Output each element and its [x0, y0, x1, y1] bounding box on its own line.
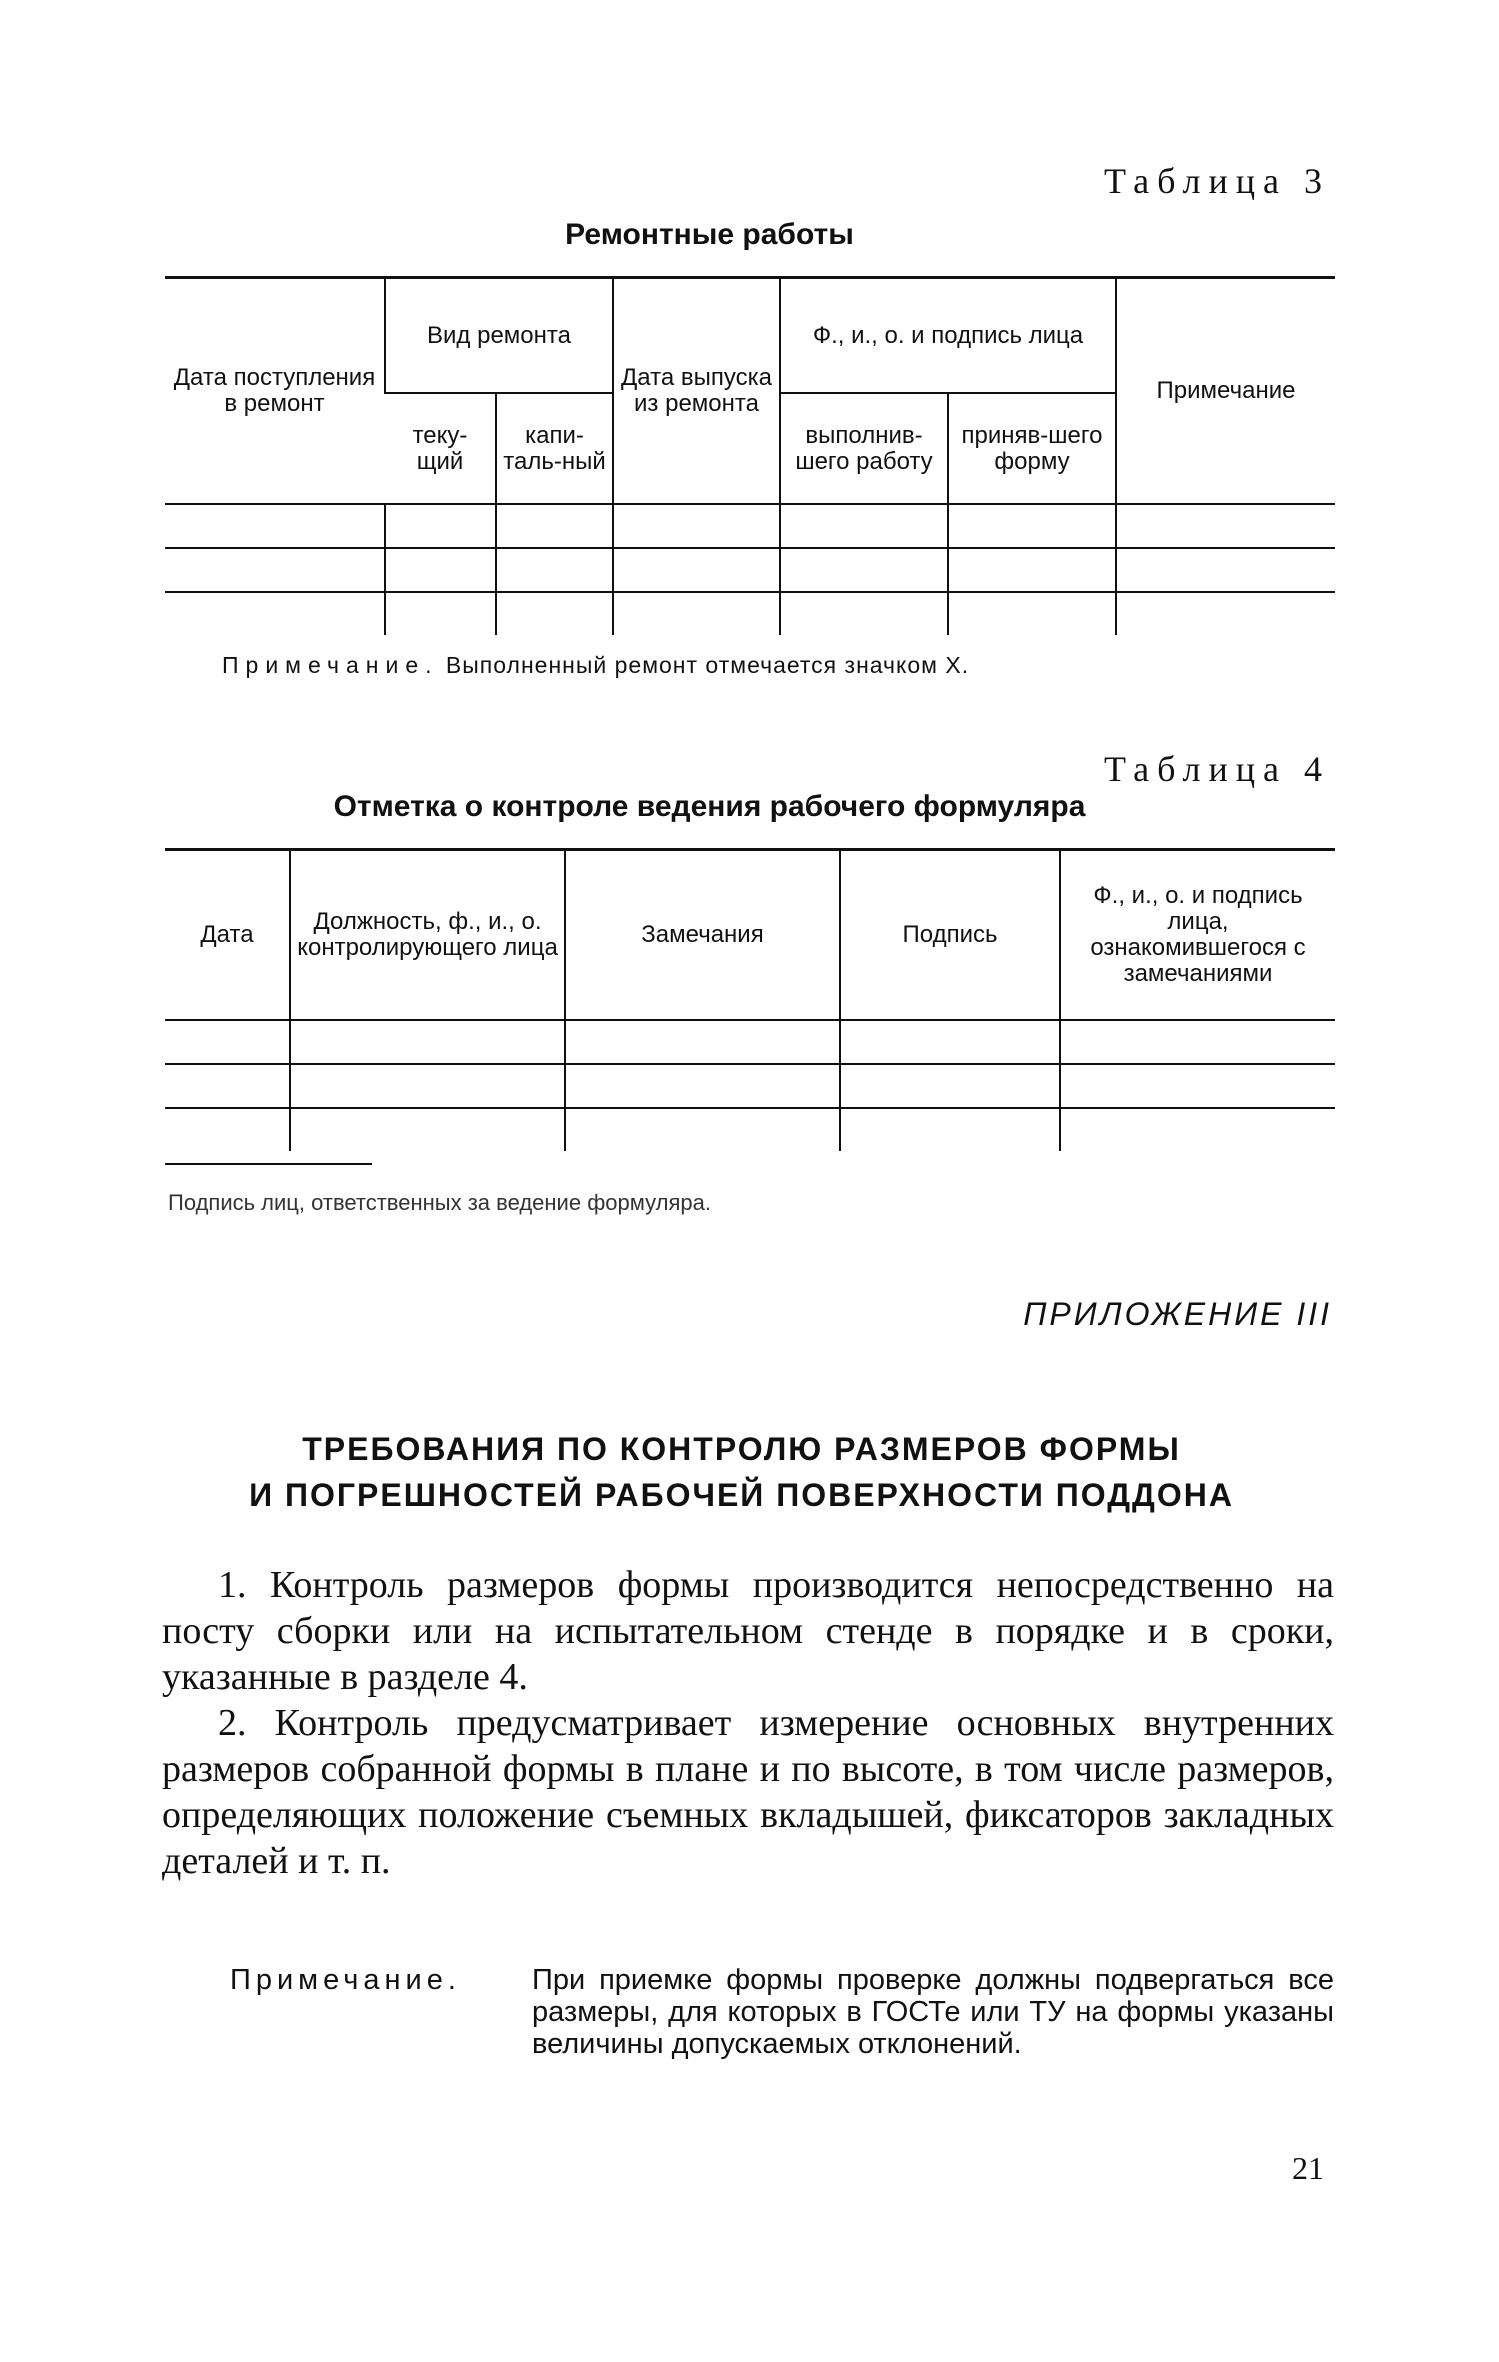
table3-note: [222, 652, 969, 679]
appendix-body: [162, 1562, 1334, 1884]
header-date-out: Дата выпуска из ремонта: [613, 278, 780, 505]
header-position: Должность, ф., и., о. контролирующего лица: [290, 850, 565, 1021]
header-fio: Ф., и., о. и подпись лица: [780, 278, 1116, 394]
header-capital: капи-таль-ный: [496, 393, 613, 504]
page-number: 21: [1292, 2150, 1324, 2186]
header-remarks: Замечания: [565, 850, 840, 1021]
paragraph-2: 2. Контроль предусматривает измерение основных внутренних размеров собранной формы в плане и по высоте, в том числе размеров, определяющих положение съемных вкладышей, фиксаторов закладных деталей и т. п.: [162, 1702, 1334, 1882]
table-row: [165, 592, 1335, 635]
header-repair-type: Вид ремонта: [385, 278, 613, 394]
table-row: [165, 504, 1335, 548]
header-note: Примечание: [1116, 278, 1335, 505]
table3: [165, 276, 1335, 635]
header-performed: выполнив-шего работу: [780, 393, 948, 504]
header-date-in: Дата поступления в ремонт: [165, 278, 385, 505]
table3-label: Таблица 3: [1104, 161, 1330, 201]
appendix-note-label: Примечание.: [230, 1964, 461, 1996]
heading-line-2: И ПОГРЕШНОСТЕЙ РАБОЧЕЙ ПОВЕРХНОСТИ ПОДДОНА: [249, 1477, 1234, 1513]
table4: [165, 848, 1335, 1151]
table3-note-label: Примечание.: [222, 652, 439, 678]
signature-note: Подпись лиц, ответственных за ведение формуляра.: [168, 1190, 711, 1215]
appendix-note-text: При приемке формы проверке должны подвергаться все размеры, для которых в ГОСТе или ТУ на формы указаны величины допускаемых отклонений.: [532, 1964, 1334, 2060]
table-row: [165, 1020, 1335, 1064]
header-date: Дата: [165, 850, 290, 1021]
table-row: [165, 1108, 1335, 1151]
header-current: теку-щий: [385, 393, 496, 504]
table-row: [165, 548, 1335, 592]
table4-title: Отметка о контроле ведения рабочего формуляра: [333, 790, 1086, 823]
appendix-label: ПРИЛОЖЕНИЕ III: [1023, 1296, 1332, 1332]
table3-title: Ремонтные работы: [565, 218, 854, 251]
paragraph-1: 1. Контроль размеров формы производится непосредственно на посту сборки или на испытательном стенде в порядке и в сроки, указанные в разделе 4.: [162, 1564, 1334, 1698]
table3-note-text: Выполненный ремонт отмечается значком X.: [445, 652, 970, 678]
appendix-heading: [0, 1426, 1499, 1518]
header-accepted: приняв-шего форму: [948, 393, 1116, 504]
heading-line-1: ТРЕБОВАНИЯ ПО КОНТРОЛЮ РАЗМЕРОВ ФОРМЫ: [302, 1431, 1181, 1467]
table-row: [165, 1064, 1335, 1108]
header-acquainted: Ф., и., о. и подпись лица, ознакомившегося с замечаниями: [1060, 850, 1335, 1021]
header-signature: Подпись: [840, 850, 1060, 1021]
table4-label: Таблица 4: [1104, 749, 1330, 789]
signature-line: [165, 1163, 372, 1165]
